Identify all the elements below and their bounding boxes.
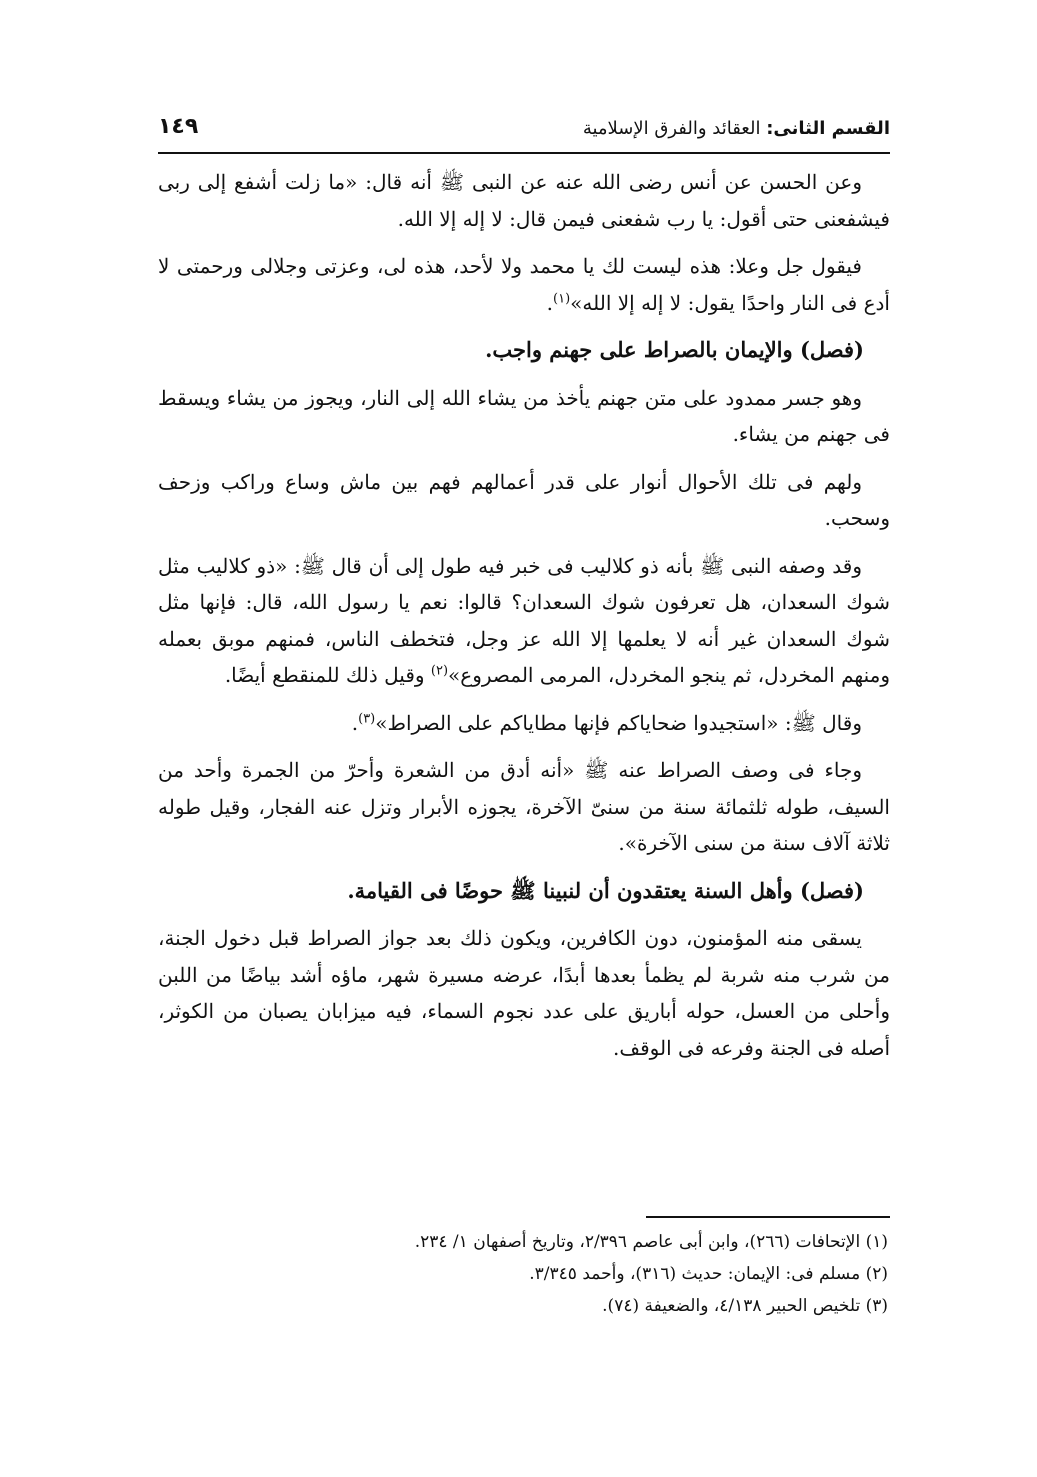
header-title <box>583 118 890 139</box>
footnote-divider <box>646 1216 890 1218</box>
paragraph-5-text: وقد وصفه النبى ﷺ بأنه ذو كلاليب فى خبر فيه طول إلى أن قال ﷺ: «ذو كلاليب مثل شوك السعدان، هل تعرفون شوك السعدان؟ قالوا: نعم يا رسول الله، قال: فإنها مثل شوك السعدان غير أنه لا يعلمها إلا الله عز وجل، فتخطف الناس، فمنهم موبق بعمله ومنهم المخردل، ثم ينجو المخردل، المرمى المصروع» <box>158 553 890 687</box>
paragraph-6 <box>158 705 890 742</box>
footnote-ref-3: (٣) <box>358 710 376 726</box>
paragraph-3: وهو جسر ممدود على متن جهنم يأخذ من يشاء الله إلى النار، ويجوز من يشاء ويسقط فى جهنم من يشاء. <box>158 385 890 446</box>
paragraph-6-end: . <box>351 710 359 735</box>
section-heading-hawd: (فصل) وأهل السنة يعتقدون أن لنبينا ﷺ حوضًا فى القيامة. <box>347 877 864 903</box>
paragraph-2-end: . <box>546 290 554 315</box>
section-heading-sirat: (فصل) والإيمان بالصراط على جهنم واجب. <box>485 337 864 362</box>
paragraph-2 <box>158 248 890 321</box>
page-number: ١٤٩ <box>158 114 199 139</box>
paragraph-7: وجاء فى وصف الصراط عنه ﷺ «أنه أدق من الشعرة وأحرّ من الجمرة وأحد من السيف، طوله ثلثمائة سنة من سنىّ الآخرة، يجوزه الأبرار وتزل عنه الفجار، وقيل طوله ثلاثة آلاف سنة من سنى الآخرة». <box>158 758 890 855</box>
paragraph-5-tail: وقيل ذلك للمنقطع أيضًا. <box>224 663 431 687</box>
section-label: القسم الثانى: <box>766 118 890 139</box>
paragraph-2-text: فيقول جل وعلا: هذه ليست لك يا محمد ولا لأحد، هذه لى، وعزتى وجلالى ورحمتى لا أدع فى النار واحدًا يقول: لا إله إلا الله» <box>158 254 890 315</box>
footnote-1: (١) الإتحافات (٢٦٦)، وابن أبى عاصم ٢/٣٩٦، وتاريخ أصفهان ١/ ٢٣٤. <box>414 1232 888 1252</box>
footnote-ref-2: (٢) <box>430 663 449 679</box>
section-title: العقائد والفرق الإسلامية <box>582 118 761 139</box>
paragraph-6-text: وقال ﷺ: «استجيدوا ضحاياكم فإنها مطاياكم على الصراط» <box>375 710 862 735</box>
footnote-2: (٢) مسلم فى: الإيمان: حديث (٣١٦)، وأحمد ٣/٣٤٥. <box>529 1264 888 1284</box>
footnotes <box>158 1226 888 1322</box>
footnote-ref-1: (١) <box>553 290 571 306</box>
running-header <box>158 112 890 154</box>
paragraph-4: ولهم فى تلك الأحوال أنوار على قدر أعمالهم فهم بين ماش وساع وراكب وزحف وسحب. <box>158 469 890 530</box>
paragraph-5 <box>158 548 890 694</box>
paragraph-1: وعن الحسن عن أنس رضى الله عنه عن النبى ﷺ أنه قال: «ما زلت أشفع إلى ربى فيشفعنى حتى أقول: يا رب شفعنى فيمن قال: لا إله إلا الله. <box>158 170 890 231</box>
paragraph-8: يسقى منه المؤمنون، دون الكافرين، ويكون ذلك بعد جواز الصراط قبل دخول الجنة، من شرب منه شربة لم يظمأ بعدها أبدًا، عرضه مسيرة شهر، ماؤه أشد بياضًا من اللبن وأحلى من العسل، حوله أباريق على عدد نجوم السماء، فيه ميزابان يصبان من الكوثر، أصله فى الجنة وفرعه فى الوقف. <box>158 926 891 1060</box>
footnote-3: (٣) تلخيص الحبير ٤/١٣٨، والضعيفة (٧٤). <box>602 1296 888 1316</box>
main-text <box>158 164 890 1077</box>
